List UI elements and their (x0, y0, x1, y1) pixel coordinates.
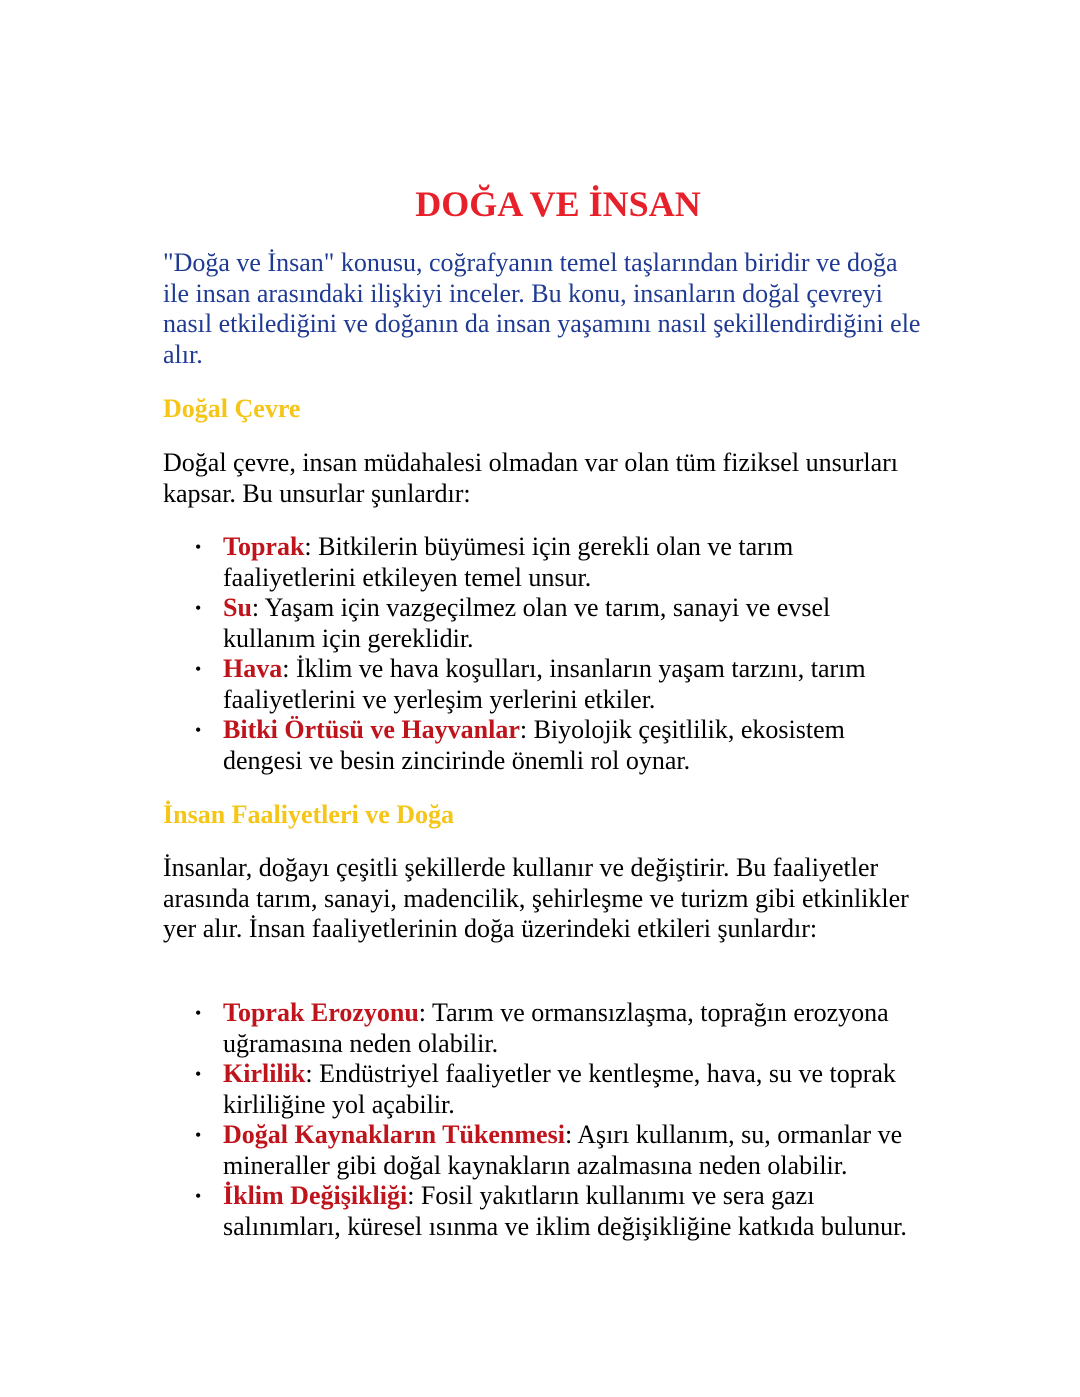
list-item (163, 998, 923, 1059)
intro-paragraph: "Doğa ve İnsan" konusu, coğrafyanın temel taşlarından biridir ve doğa ile insan arasındaki ilişkiyi inceler. Bu konu, insanların doğal çevreyi nasıl etkilediğini ve doğanın da insan yaşamını nasıl şekillendirdiğini ele alır. (163, 248, 921, 369)
list-item (163, 532, 923, 593)
list-item-text: : Fosil yakıtların kullanımı ve sera gazı salınımları, küresel ısınma ve iklim değişikliğine katkıda bulunur. (223, 1181, 907, 1241)
list-item-term: İklim Değişikliği (223, 1181, 408, 1210)
insan-faaliyetleri-list (163, 998, 923, 1242)
list-item-term: Doğal Kaynakların Tükenmesi (223, 1120, 565, 1149)
list-item-term: Su (223, 593, 252, 622)
section-heading-dogal-cevre: Doğal Çevre (163, 394, 301, 423)
list-item-term: Hava (223, 654, 283, 683)
section-paragraph-dogal-cevre: Doğal çevre, insan müdahalesi olmadan var olan tüm fiziksel unsurları kapsar. Bu unsurlar şunlardır: (163, 448, 898, 508)
bullet-icon: • (195, 659, 202, 679)
bullet-icon: • (195, 537, 202, 557)
list-item (163, 1181, 923, 1242)
list-item-text: : Tarım ve ormansızlaşma, toprağın erozyona uğramasına neden olabilir. (223, 998, 889, 1058)
list-item (163, 715, 923, 776)
bullet-icon: • (195, 1186, 202, 1206)
dogal-cevre-list (163, 532, 923, 776)
list-item-term: Kirlilik (223, 1059, 306, 1088)
bullet-icon: • (195, 720, 202, 740)
document-title: DOĞA VE İNSAN (415, 184, 701, 224)
bullet-icon: • (195, 598, 202, 618)
list-item-term: Toprak (223, 532, 305, 561)
list-item-text: : Aşırı kullanım, su, ormanlar ve mineraller gibi doğal kaynakların azalmasına neden olabilir. (223, 1120, 903, 1180)
list-item-term: Toprak Erozyonu (223, 998, 419, 1027)
list-item (163, 654, 923, 715)
bullet-icon: • (195, 1003, 202, 1023)
list-item-text: : Bitkilerin büyümesi için gerekli olan ve tarım faaliyetlerini etkileyen temel unsur. (223, 532, 794, 592)
list-item-text: : Endüstriyel faaliyetler ve kentleşme, hava, su ve toprak kirliliğine yol açabilir. (223, 1059, 896, 1119)
list-item (163, 1120, 923, 1181)
list-item-text: : İklim ve hava koşulları, insanların yaşam tarzını, tarım faaliyetlerini ve yerleşim yerlerini etkiler. (223, 654, 866, 714)
section-paragraph-insan-faaliyetleri: İnsanlar, doğayı çeşitli şekillerde kullanır ve değiştirir. Bu faaliyetler arasında tarım, sanayi, madencilik, şehirleşme ve turizm gibi etkinlikler yer alır. İnsan faaliyetlerinin doğa üzerindeki etkileri şunlardır: (163, 853, 909, 943)
list-item-term: Bitki Örtüsü ve Hayvanlar (223, 715, 520, 744)
list-item (163, 1059, 923, 1120)
bullet-icon: • (195, 1064, 202, 1084)
list-item-text: : Yaşam için vazgeçilmez olan ve tarım, sanayi ve evsel kullanım için gereklidir. (223, 593, 831, 653)
list-item (163, 593, 923, 654)
list-item-text: : Biyolojik çeşitlilik, ekosistem dengesi ve besin zincirinde önemli rol oynar. (223, 715, 845, 775)
bullet-icon: • (195, 1125, 202, 1145)
section-heading-insan-faaliyetleri: İnsan Faaliyetleri ve Doğa (163, 800, 455, 829)
